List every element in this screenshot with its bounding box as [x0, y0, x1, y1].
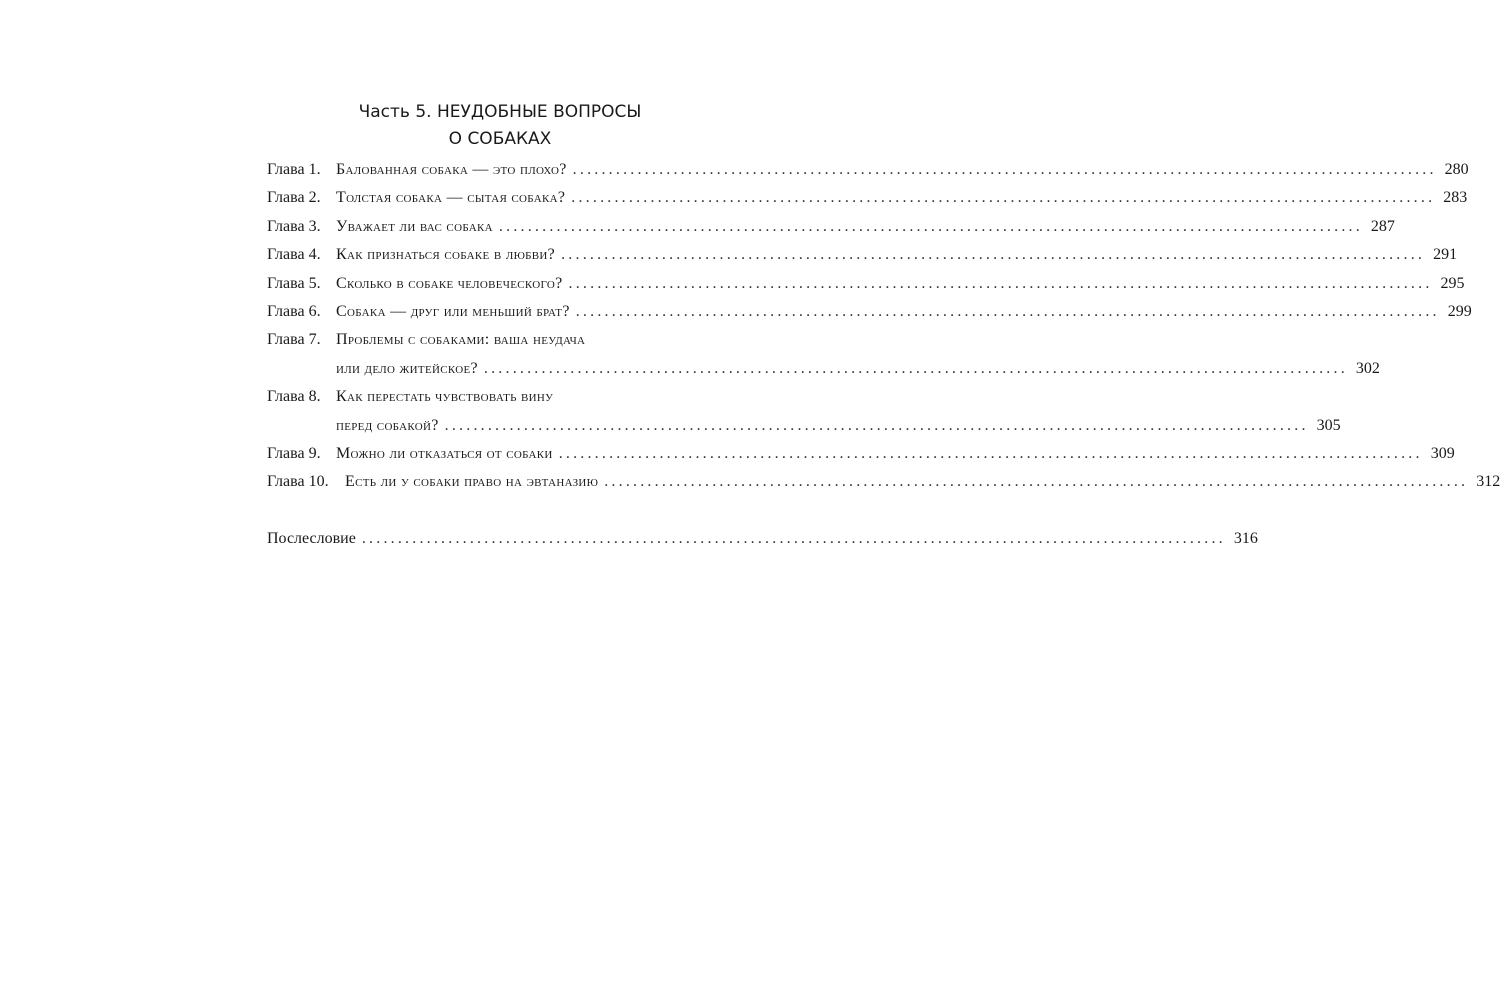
chapter-title: Балованная собака — это плохо? — [336, 161, 567, 178]
toc-entry-chapter-8-line-1[interactable] — [267, 383, 758, 411]
toc-entry-chapter-8-line-2[interactable] — [267, 412, 1341, 440]
dot-leader: ........................................................................................................................ — [572, 161, 1437, 178]
chapter-prefix: Глава 3. — [267, 217, 321, 235]
toc-entry-chapter-9[interactable] — [267, 440, 1455, 468]
chapter-title: Как признаться собаке в любви? — [336, 246, 556, 264]
afterword-title: Послесловие — [267, 529, 356, 547]
chapter-title-line-1: Как перестать чувствовать вину — [336, 388, 554, 406]
dot-leader: ........................................................................................................................ — [561, 246, 1426, 264]
chapter-prefix: Глава 8. — [267, 388, 321, 406]
chapter-title: Собака — друг или меньший брат? — [336, 302, 570, 320]
part-title — [0, 99, 1000, 153]
toc-entry-chapter-7-line-1[interactable] — [267, 326, 758, 354]
table-of-contents — [267, 156, 1500, 553]
chapter-prefix: Глава 10. — [267, 473, 329, 491]
page-number: 312 — [1476, 473, 1500, 491]
chapter-prefix: Глава 7. — [267, 331, 321, 349]
chapter-prefix: Глава 9. — [267, 444, 321, 462]
chapter-prefix: Глава 1. — [267, 161, 321, 178]
chapter-title: Толстая собака — сытая собака? — [336, 189, 566, 207]
toc-entry-chapter-2[interactable] — [267, 184, 1468, 212]
page-number: 305 — [1316, 416, 1341, 434]
page-number: 280 — [1444, 161, 1469, 178]
dot-leader: ........................................................................................................................ — [361, 529, 1226, 547]
chapter-prefix: Глава 5. — [267, 274, 321, 292]
dot-leader: ........................................................................................................................ — [498, 217, 1363, 235]
page-number: 299 — [1447, 302, 1472, 320]
page-number: 287 — [1370, 217, 1395, 235]
part-title-line-2: О СОБАКАХ — [448, 129, 552, 149]
dot-leader: ........................................................................................................................ — [571, 189, 1436, 207]
dot-leader: ........................................................................................................................ — [558, 444, 1423, 462]
chapter-title-line-2: перед собакой? — [336, 416, 439, 434]
chapter-prefix: Глава 2. — [267, 189, 321, 207]
toc-entry-chapter-6[interactable] — [267, 298, 1472, 326]
toc-entry-chapter-7-line-2[interactable] — [267, 355, 1380, 383]
dot-leader: ........................................................................................................................ — [604, 473, 1469, 491]
dot-leader: ........................................................................................................................ — [575, 302, 1440, 320]
toc-entry-chapter-3[interactable] — [267, 213, 1395, 241]
chapter-title-line-2: или дело житейское? — [336, 359, 478, 377]
toc-entry-chapter-4[interactable] — [267, 241, 1458, 269]
dot-leader: ........................................................................................................................ — [483, 359, 1348, 377]
page-number: 291 — [1433, 246, 1458, 264]
page-number: 316 — [1233, 529, 1258, 547]
toc-entry-chapter-1[interactable] — [267, 156, 1469, 184]
chapter-prefix: Глава 6. — [267, 302, 321, 320]
dot-leader: ........................................................................................................................ — [444, 416, 1309, 434]
page-number: 283 — [1443, 189, 1468, 207]
toc-entry-afterword[interactable] — [267, 525, 1258, 553]
chapter-title: Сколько в собаке человеческого? — [336, 274, 563, 292]
chapter-title: Можно ли отказаться от собаки — [336, 444, 553, 462]
part-title-line-1: Часть 5. НЕУДОБНЫЕ ВОПРОСЫ — [358, 102, 642, 122]
page-number: 309 — [1430, 444, 1455, 462]
dot-leader: ........................................................................................................................ — [568, 274, 1433, 292]
chapter-title-line-1: Проблемы с собаками: ваша неудача — [336, 331, 586, 349]
toc-entry-chapter-5[interactable] — [267, 270, 1465, 298]
chapter-title: Уважает ли вас собака — [336, 217, 493, 235]
page-number: 302 — [1355, 359, 1380, 377]
page-number: 295 — [1440, 274, 1465, 292]
toc-entry-chapter-10[interactable] — [267, 468, 1500, 496]
chapter-title: Есть ли у собаки право на эвтаназию — [345, 473, 599, 491]
chapter-prefix: Глава 4. — [267, 246, 321, 264]
